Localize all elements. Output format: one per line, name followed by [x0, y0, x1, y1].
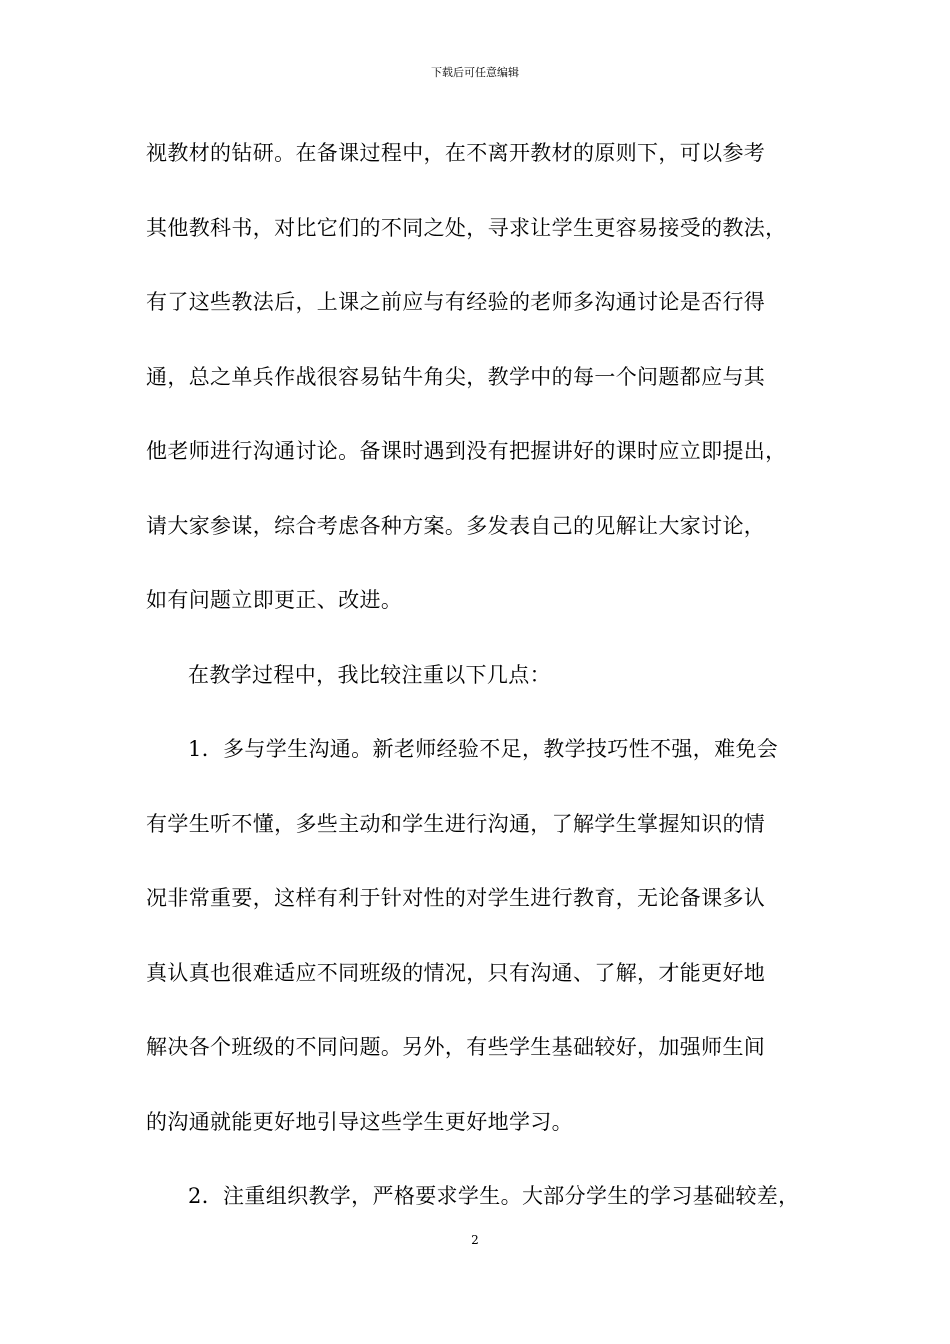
paragraph-line: 2．注重组织教学，严格要求学生。大部分学生的学习基础较差，	[188, 1184, 800, 1208]
page-header: 下载后可任意编辑	[431, 66, 519, 79]
paragraph-line: 解决各个班级的不同问题。另外，有些学生基础较好，加强师生间	[146, 1035, 766, 1059]
paragraph-line: 其他教科书，对比它们的不同之处，寻求让学生更容易接受的教法，	[146, 215, 787, 240]
paragraph-line: 通，总之单兵作战很容易钻牛角尖，教学中的每一个问题都应与其	[146, 364, 766, 389]
paragraph-line: 如有问题立即更正、改进。	[146, 588, 403, 612]
paragraph-line: 的沟通就能更好地引导这些学生更好地学习。	[146, 1109, 573, 1134]
paragraph-line: 1．多与学生沟通。新老师经验不足，教学技巧性不强，难免会	[188, 737, 779, 761]
paragraph-line: 有学生听不懂，多些主动和学生进行沟通，了解学生掌握知识的情	[146, 811, 766, 836]
page-number: 2	[471, 1233, 479, 1247]
paragraph-line: 况非常重要，这样有利于针对性的对学生进行教育，无论备课多认	[146, 886, 766, 910]
document-body	[146, 130, 826, 1248]
paragraph-line: 他老师进行沟通讨论。备课时遇到没有把握讲好的课时应立即提出，	[146, 439, 787, 463]
paragraph-line: 在教学过程中，我比较注重以下几点：	[188, 662, 551, 687]
paragraph-line: 真认真也很难适应不同班级的情况，只有沟通、了解，才能更好地	[146, 960, 766, 985]
paragraph-line: 有了这些教法后，上课之前应与有经验的老师多沟通讨论是否行得	[146, 290, 766, 314]
paragraph-line: 请大家参谋，综合考虑各种方案。多发表自己的见解让大家讨论，	[146, 513, 766, 538]
paragraph-line: 视教材的钻研。在备课过程中，在不离开教材的原则下，可以参考	[146, 141, 766, 165]
